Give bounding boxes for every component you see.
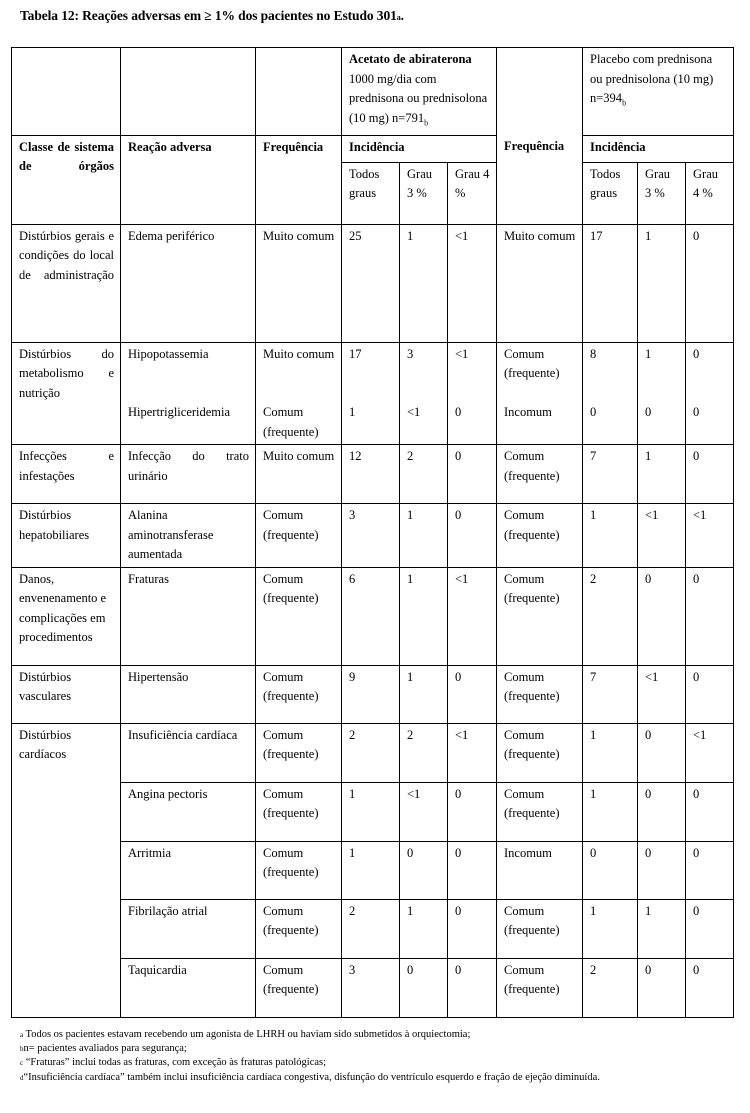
header-grau3-placebo: Grau 3 % [638,162,686,224]
table-row: Infecções e infestações Infecção do trato urinário Muito comum 12 2 0 Comum (frequente) 7 1 0 [12,445,734,504]
header-row-study-arms [12,48,734,136]
placebo-arm-header: Placebo com prednisona ou prednisolona (10 mg) $n=394_b$ [583,48,734,136]
footnote: a Todos os pacientes estavam recebendo um agonista de LHRH ou haviam sido submetidos à orquiectomia; [20,1029,471,1040]
header-grau3-abi: Grau 3 % [400,162,448,224]
table-row: Distúrbios cardíacos Insuficiência cardíaca Comum (frequente) 2 2 <1 Comum (frequente) 1 0 <1 [12,723,734,782]
header-classe: Classe de sistema de órgãos [12,135,121,224]
table-row: Distúrbios hepatobiliares Alanina aminotransferase aumentada Comum (frequente) 3 1 0 Comum (frequente) 1 <1 <1 [12,504,734,568]
table-row: Taquicardia Comum (frequente) 3 0 0 Comum (frequente) 2 0 0 [12,958,734,1017]
header-frequencia-placebo: Frequência [497,135,583,224]
table-row: Arritmia Comum (frequente) 1 0 0 Incomum 0 0 0 [12,841,734,899]
table-row: Distúrbios gerais e condições do local de administração Edema periférico Muito comum 25 1 <1 Muito comum 17 1 0 [12,224,734,342]
header-todos-abi: Todos graus [342,162,400,224]
table-row: Fibrilação atrial Comum (frequente) 2 1 0 Comum (frequente) 1 1 0 [12,899,734,958]
abiraterone-arm-header: Acetato de abiraterona 1000 mg/dia com prednisona ou prednisolona (10 mg) $n=791_b$ [342,48,497,136]
header-row-labels [12,135,734,162]
footnote: bn= pacientes avaliados para segurança; [20,1043,187,1055]
table-row: Angina pectoris Comum (frequente) 1 <1 0 Comum (frequente) 1 0 0 [12,782,734,841]
header-frequencia-abi: Frequência [256,135,342,224]
footnotes [20,1028,720,1085]
table-title: Tabela 12: Reações adversas em ≥ 1% dos pacientes no Estudo 301a. [20,8,404,23]
footnote: d“Insuficiência cardíaca” também inclui insuficiência cardíaca congestiva, disfunção do ventrículo esquerdo e fração de ejeção diminuída. [20,1071,600,1083]
table-row: Distúrbios vasculares Hipertensão Comum (frequente) 9 1 0 Comum (frequente) 7 <1 0 [12,665,734,723]
table-row: Danos, envenenamento e complicações em procedimentos Fraturas Comum (frequente) 6 1 <1 Comum (frequente) 2 0 0 [12,567,734,665]
adverse-reactions-table [11,47,734,1018]
header-todos-placebo: Todos graus [583,162,638,224]
header-grau4-abi: Grau 4 % [448,162,497,224]
footnote: c “Fraturas” inclui todas as fraturas, com exceção às fraturas patológicas; [20,1057,327,1069]
header-incidencia-placebo: Incidência [583,135,734,162]
table-row: Hipertrigliceridemia Comum (frequente) 1 <1 0 Incomum 0 0 0 [12,401,734,445]
header-reacao: Reação adversa [121,135,256,224]
header-incidencia-abi: Incidência [342,135,497,162]
table-row: Distúrbios do metabolismo e nutrição Hipopotassemia Muito comum 17 3 <1 Comum (frequente) 8 1 0 [12,342,734,401]
header-grau4-placebo: Grau 4 % [686,162,734,224]
